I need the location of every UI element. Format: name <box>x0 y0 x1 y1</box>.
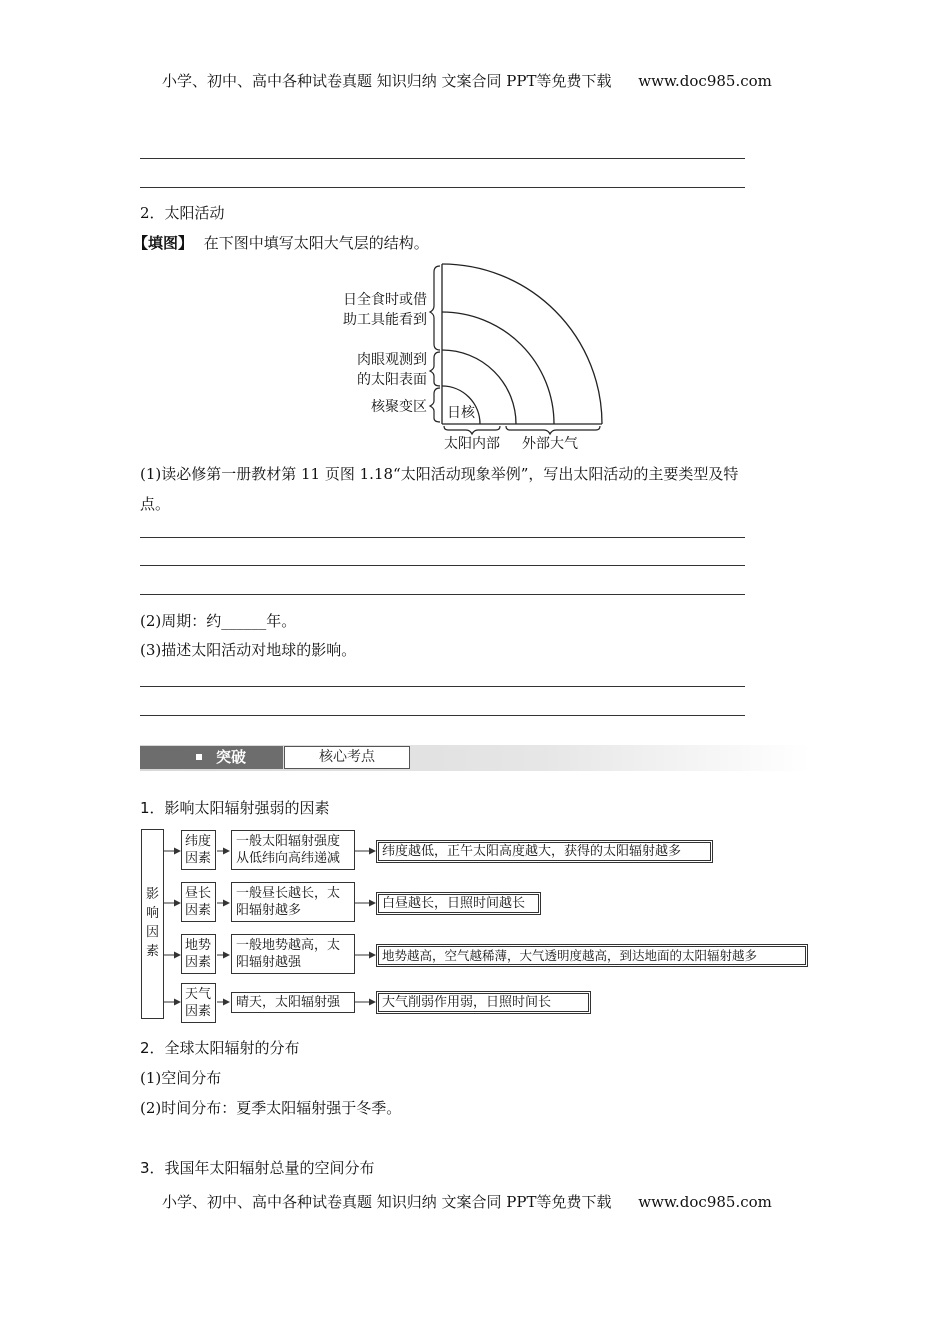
brace-bottom-right <box>506 426 600 434</box>
result-altitude: 地势越高，空气越稀薄，大气透明度越高，到达地面的太阳辐射越多 <box>378 946 806 965</box>
outer-atmosphere-arc <box>442 264 602 424</box>
label-outer-atmosphere: 外部大气 <box>522 436 578 452</box>
result-latitude: 纬度越低，正午太阳高度越大，获得的太阳辐射越多 <box>378 842 711 861</box>
factor-altitude: 地势 因素 <box>181 934 216 974</box>
root-char: 响 <box>145 906 159 921</box>
page-header <box>162 70 772 91</box>
label-core: 日核 <box>447 405 475 421</box>
factors-heading: 1．影响太阳辐射强弱的因素 <box>140 799 330 817</box>
fill-instruction: 在下图中填写太阳大气层的结构。 <box>203 234 429 252</box>
spatial-distribution: (1)空间分布 <box>140 1069 222 1087</box>
root-char: 因 <box>145 925 159 940</box>
brace-1 <box>430 266 440 350</box>
factor-latitude: 纬度 因素 <box>181 830 216 870</box>
footer-text: 小学、初中、高中各种试卷真题 知识归纳 文案合同 PPT等免费下载 <box>162 1193 612 1211</box>
question-1-line-1: (1)读必修第一册教材第 11 页图 1.18“太阳活动现象举例”，写出太阳活动的主要类型及特 <box>140 465 739 483</box>
rule-daylength: 一般昼长越长，太 阳辐射越多 <box>231 882 355 922</box>
banner-left <box>140 746 283 769</box>
answer-line <box>140 594 745 595</box>
factor-weather: 天气 因素 <box>181 983 216 1023</box>
label-solar-interior: 太阳内部 <box>444 436 500 452</box>
answer-line <box>140 715 745 716</box>
header-url[interactable]: www.doc985.com <box>638 72 772 90</box>
temporal-distribution: (2)时间分布：夏季太阳辐射强于冬季。 <box>140 1099 402 1117</box>
header-text: 小学、初中、高中各种试卷真题 知识归纳 文案合同 PPT等免费下载 <box>162 72 612 90</box>
root-char: 素 <box>145 944 159 959</box>
question-2 <box>140 610 296 631</box>
question-1-line-2: 点。 <box>140 495 171 513</box>
factors-root-box <box>141 829 164 1019</box>
question-2-suffix: 年。 <box>266 612 297 630</box>
root-char: 影 <box>145 887 159 902</box>
section-heading: 2．太阳活动 <box>140 204 225 222</box>
fill-instruction-row <box>133 232 429 253</box>
brace-bottom-left <box>444 426 500 434</box>
fill-tag: 【填图】 <box>133 234 194 252</box>
footer-url[interactable]: www.doc985.com <box>638 1193 772 1211</box>
factor-daylength: 昼长 因素 <box>181 882 216 922</box>
label-fusion-zone: 核聚变区 <box>371 399 427 415</box>
distribution-heading: 2．全球太阳辐射的分布 <box>140 1039 300 1057</box>
question-3: (3)描述太阳活动对地球的影响。 <box>140 641 357 659</box>
question-2-blank[interactable]: ______ <box>221 612 267 630</box>
answer-line <box>140 537 745 538</box>
answer-line <box>140 565 745 566</box>
page-footer <box>162 1191 772 1212</box>
brace-2 <box>430 352 440 386</box>
label-photosphere-1: 肉眼观测到 <box>357 352 427 368</box>
result-daylength: 白昼越长，日照时间越长 <box>378 894 539 913</box>
question-2-prefix: (2)周期：约 <box>140 612 222 630</box>
rule-weather: 晴天，太阳辐射强 <box>231 992 355 1013</box>
banner-left-label: 突破 <box>216 748 247 766</box>
banner-right: 核心考点 <box>284 746 410 769</box>
china-heading: 3．我国年太阳辐射总量的空间分布 <box>140 1159 375 1177</box>
label-corona-1: 日全食时或借 <box>343 292 427 308</box>
rule-latitude: 一般太阳辐射强度 从低纬向高纬递减 <box>231 830 355 870</box>
rule-altitude: 一般地势越高，太 阳辐射越强 <box>231 934 355 974</box>
answer-line <box>140 187 745 188</box>
answer-line <box>140 686 745 687</box>
result-weather: 大气削弱作用弱，日照时间长 <box>378 993 589 1012</box>
answer-line <box>140 158 745 159</box>
label-photosphere-2: 的太阳表面 <box>357 372 427 388</box>
brace-3 <box>430 388 440 422</box>
label-corona-2: 助工具能看到 <box>343 312 427 328</box>
sun-structure-diagram <box>330 258 620 453</box>
